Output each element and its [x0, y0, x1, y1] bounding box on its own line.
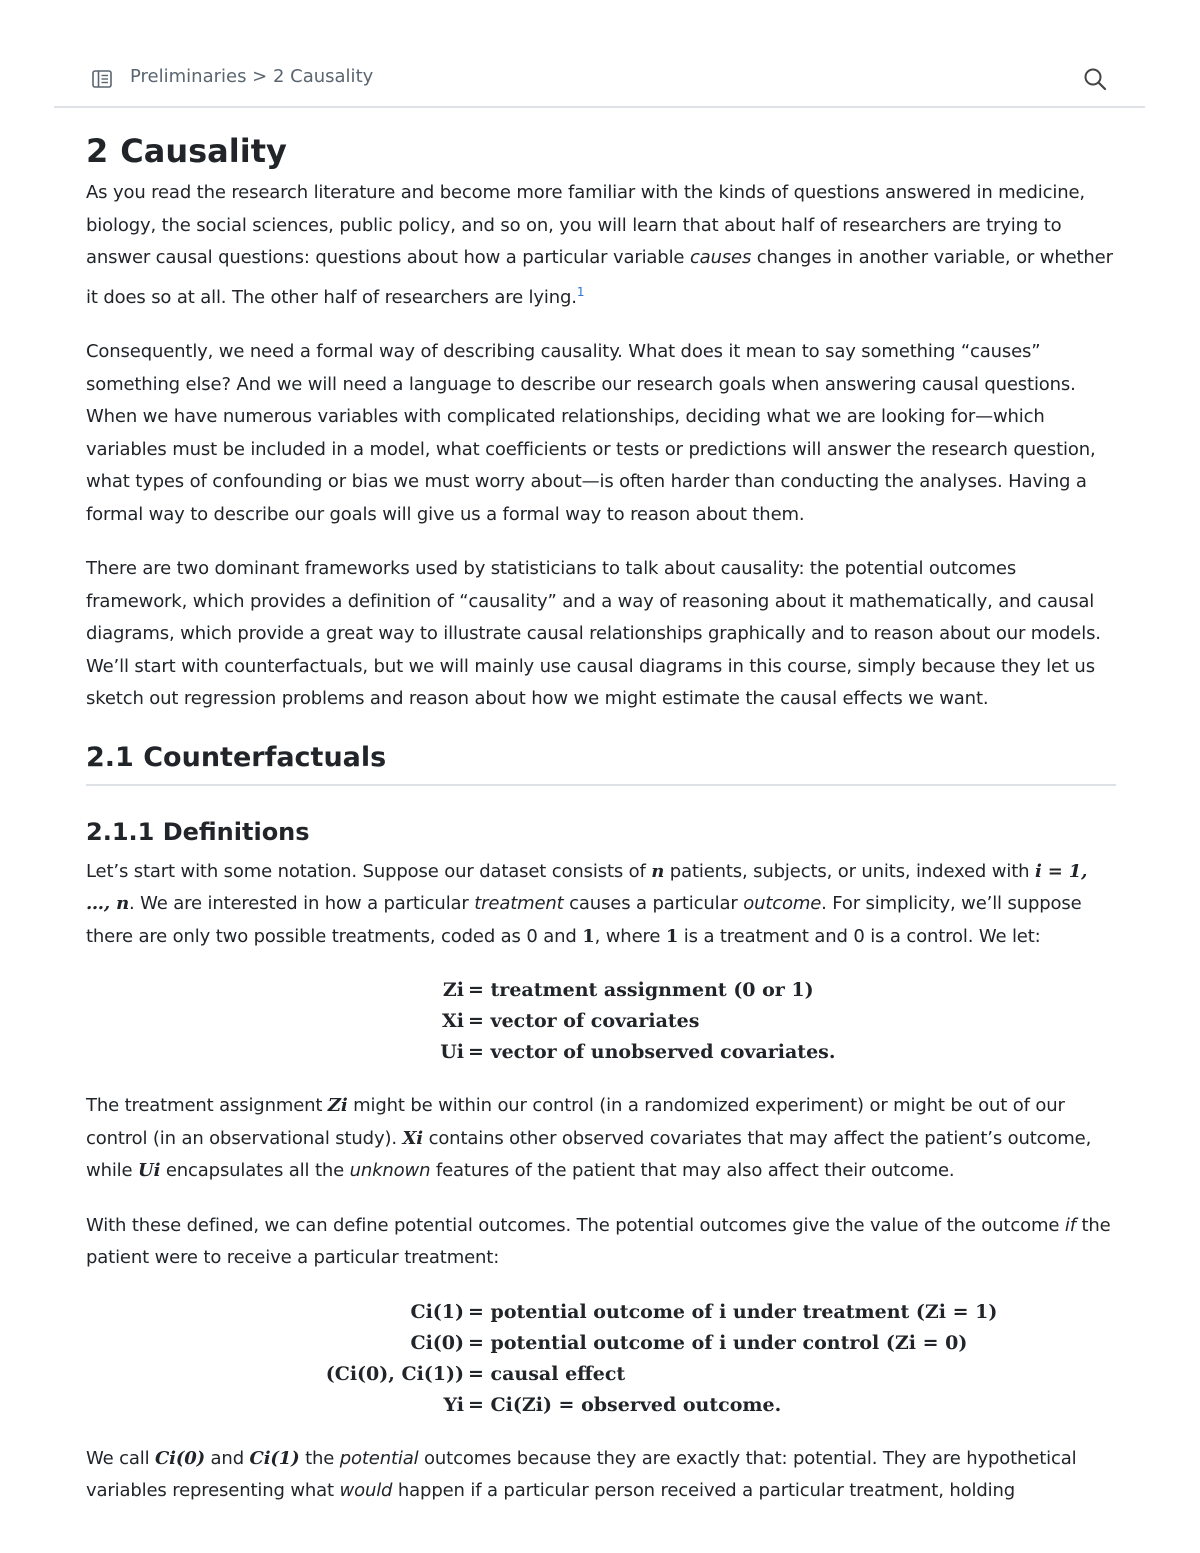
text: causes a particular	[563, 893, 744, 914]
equation-row	[86, 1037, 1116, 1068]
math-one: 1	[665, 925, 679, 947]
text: the patient were to receive a particular treatment:	[86, 1214, 1111, 1268]
breadcrumb[interactable]: Preliminaries > 2 Causality	[130, 66, 374, 87]
chapter-number: 2	[86, 132, 109, 170]
math-c0: Ci(0)	[155, 1447, 205, 1469]
text: contains other observed covariates that may affect the patient’s outcome, while	[86, 1127, 1092, 1181]
emphasis: would	[339, 1480, 393, 1501]
text: outcomes because they are exactly that: potential. They are hypothetical variables representing what	[86, 1447, 1077, 1501]
main-content	[86, 125, 1116, 1530]
math-z: Zi	[327, 1095, 348, 1116]
text: and	[204, 1447, 250, 1469]
footnote-link[interactable]: 1	[576, 284, 585, 299]
emphasis: treatment	[474, 893, 564, 914]
text: might be within our control (in a randomized experiment) or might be out of our control (in an observational study).	[86, 1095, 1065, 1149]
math-c1: Ci(1)	[249, 1447, 300, 1469]
emphasis: causes	[689, 247, 752, 268]
emphasis: if	[1064, 1214, 1076, 1236]
math-n: n	[651, 860, 665, 882]
text: features of the patient that may also affect their outcome.	[430, 1160, 955, 1181]
text: the	[299, 1447, 340, 1469]
text: Let’s start with some notation. Suppose our dataset consists of	[86, 860, 652, 882]
text: We call	[86, 1447, 155, 1469]
equation-rhs: = Ci(Zi) = observed outcome.	[468, 1393, 782, 1416]
equation-row	[86, 1006, 1116, 1037]
equation-row	[86, 1359, 1116, 1390]
text: As you read the research literature and become more familiar with the kinds of questions answered in medicine, biology, the social sciences, public policy, and so on, you will learn that about half of researchers are trying to answer causal questions: questions about how a particular variable	[86, 182, 1085, 268]
text: With these defined, we can define potential outcomes. The potential outcomes give the value of the outcome	[86, 1214, 1065, 1236]
equation-rhs: = vector of covariates	[468, 1010, 700, 1032]
equation-row	[86, 1297, 1116, 1328]
emphasis: outcome	[743, 893, 822, 914]
text: The treatment assignment	[86, 1095, 328, 1116]
top-navbar	[54, 58, 1145, 108]
definitions-paragraph-3	[86, 1210, 1116, 1275]
math-u: Ui	[138, 1160, 161, 1181]
text: changes in another variable, or whether it does so at all. The other half of researchers are lying.	[86, 247, 1113, 308]
emphasis: unknown	[349, 1160, 431, 1181]
book-icon[interactable]	[92, 69, 112, 89]
intro-paragraph-3: There are two dominant frameworks used by statisticians to talk about causality: the potential outcomes framework, which provides a definition of “causality” and a way of reasoning about it mathematically, and causal diagrams, which provide a great way to illustrate causal relationships graphically and to reason about our models. We’ll start with counterfactuals, but we will mainly use causal diagrams in this course, simply because they let us sketch out regression problems and reason about how we might estimate the causal effects we want.	[86, 558, 1101, 709]
definitions-paragraph-1	[86, 856, 1116, 954]
definitions-paragraph-2	[86, 1090, 1116, 1188]
equation-rhs: = treatment assignment (0 or 1)	[468, 979, 814, 1001]
equation-rhs: = potential outcome of i under treatment (Zi = 1)	[468, 1300, 998, 1323]
subsection-heading-definitions: 2.1.1 Definitions	[86, 817, 310, 846]
section-heading-counterfactuals: 2.1 Counterfactuals	[86, 738, 1116, 786]
search-icon[interactable]	[1083, 67, 1107, 91]
equation-row	[86, 1328, 1116, 1359]
equation-lhs: Ci(1)	[410, 1300, 464, 1323]
equation-lhs: Ci(0)	[410, 1331, 464, 1354]
math-one: 1	[582, 925, 595, 947]
intro-paragraph-2: Consequently, we need a formal way of describing causality. What does it mean to say something “causes” something else? And we will need a language to describe our research goals when answering causal questions. When we have numerous variables with complicated relationships, deciding what we are looking for—which variables must be included in a model, what coefficients or tests or predictions will answer the research question, what types of confounding or bias we must worry about—is often harder than conducting the analyses. Having a formal way to describe our goals will give us a formal way to reason about them.	[86, 341, 1096, 525]
equation-row	[86, 975, 1116, 1006]
equation-rhs: = potential outcome of i under control (Zi = 0)	[468, 1331, 968, 1354]
equation-lhs: Zi	[442, 979, 464, 1001]
text: encapsulates all the	[160, 1160, 350, 1181]
equation-block-definitions	[86, 975, 1116, 1068]
emphasis: potential	[339, 1447, 419, 1469]
equation-block-potential-outcomes	[86, 1297, 1116, 1421]
equation-rhs: = causal effect	[468, 1362, 626, 1385]
math-x: Xi	[402, 1127, 423, 1149]
text: patients, subjects, or units, indexed with	[664, 860, 1035, 882]
math-index: i = 1, …, n	[86, 860, 1088, 914]
definitions-paragraph-4	[86, 1443, 1116, 1508]
text: is a treatment and 0 is a control. We let:	[678, 925, 1041, 947]
intro-paragraph-1	[86, 177, 1116, 314]
text: happen if a particular person received a particular treatment, holding	[392, 1480, 1015, 1501]
chapter-title: Causality	[120, 132, 287, 170]
equation-lhs: Yi	[443, 1393, 464, 1416]
text: . For simplicity, we’ll suppose there are only two possible treatments, coded as 0 and	[86, 893, 1082, 947]
equation-row	[86, 1390, 1116, 1421]
equation-lhs: Ui	[440, 1041, 464, 1063]
equation-lhs: (Ci(0), Ci(1))	[325, 1362, 464, 1385]
text: . We are interested in how a particular	[129, 893, 475, 914]
equation-lhs: Xi	[442, 1010, 464, 1032]
page-title	[86, 125, 1116, 177]
text: , where	[594, 925, 666, 947]
equation-rhs: = vector of unobserved covariates.	[468, 1041, 836, 1063]
